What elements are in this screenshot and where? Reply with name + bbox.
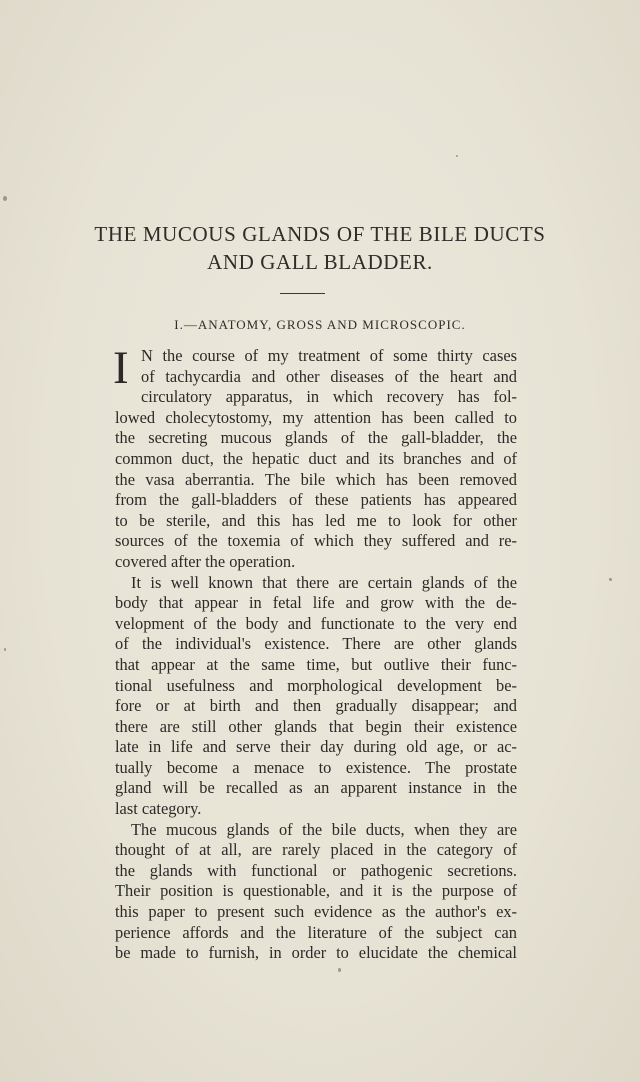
body-line: sources of the toxemia of which they suffered and re- [115,531,517,551]
body-text [113,342,517,964]
body-line: The mucous glands of the bile ducts, when they are [131,819,517,839]
body-line: It is well known that there are certain glands of the [131,572,517,592]
chapter-title-line-2: AND GALL BLADDER. [207,250,433,274]
paper-speck [609,578,612,581]
paper-speck [456,155,458,157]
body-line: velopment of the body and functionate to the very end [115,613,517,633]
section-heading: I.—ANATOMY, GROSS AND MICROSCOPIC. [174,317,466,332]
drop-cap: I [113,342,129,394]
body-line: last category. [115,799,202,819]
body-line: late in life and serve their day during old age, or ac- [115,737,517,757]
paper-speck [338,968,341,972]
body-line: of tachycardia and other diseases of the heart and [141,366,517,386]
title-divider [280,293,325,294]
body-line: that appear at the same time, but outlive their func- [115,654,517,674]
body-line: be made to furnish, in order to elucidate the chemical [115,943,517,963]
body-line: tional usefulness and morphological development be- [115,675,517,695]
body-line: tually become a menace to existence. The prostate [115,757,517,777]
body-line: common duct, the hepatic duct and its branches and of [115,448,517,468]
paper-speck [4,648,6,651]
body-line: there are still other glands that begin their existence [115,716,517,736]
body-line: the secreting mucous glands of the gall-bladder, the [115,428,517,448]
paper-speck [3,196,7,201]
body-line: lowed cholecytostomy, my attention has been called to [115,407,517,427]
body-line: fore or at birth and then gradually disappear; and [115,696,517,716]
body-line: circulatory apparatus, in which recovery has fol- [141,387,517,407]
body-line: from the gall-bladders of these patients has appeared [115,490,517,510]
body-line: covered after the operation. [115,551,296,571]
body-line: to be sterile, and this has led me to look for other [115,510,517,530]
body-line: Their position is questionable, and it is the purpose of [115,881,517,901]
body-line: the vasa aberrantia. The bile which has been removed [115,469,517,489]
body-line: of the individual's existence. There are other glands [115,634,517,654]
chapter-title-line-1: THE MUCOUS GLANDS OF THE BILE DUCTS [94,222,546,246]
body-line: body that appear in fetal life and grow with the de- [115,593,517,613]
body-line: the glands with functional or pathogenic secretions. [115,860,517,880]
body-line: perience affords and the literature of the subject can [115,922,517,942]
body-line: this paper to present such evidence as the author's ex- [115,902,517,922]
body-line: N the course of my treatment of some thirty cases [141,346,517,365]
body-line: gland will be recalled as an apparent instance in the [115,778,517,798]
body-line: thought of at all, are rarely placed in the category of [115,840,517,860]
